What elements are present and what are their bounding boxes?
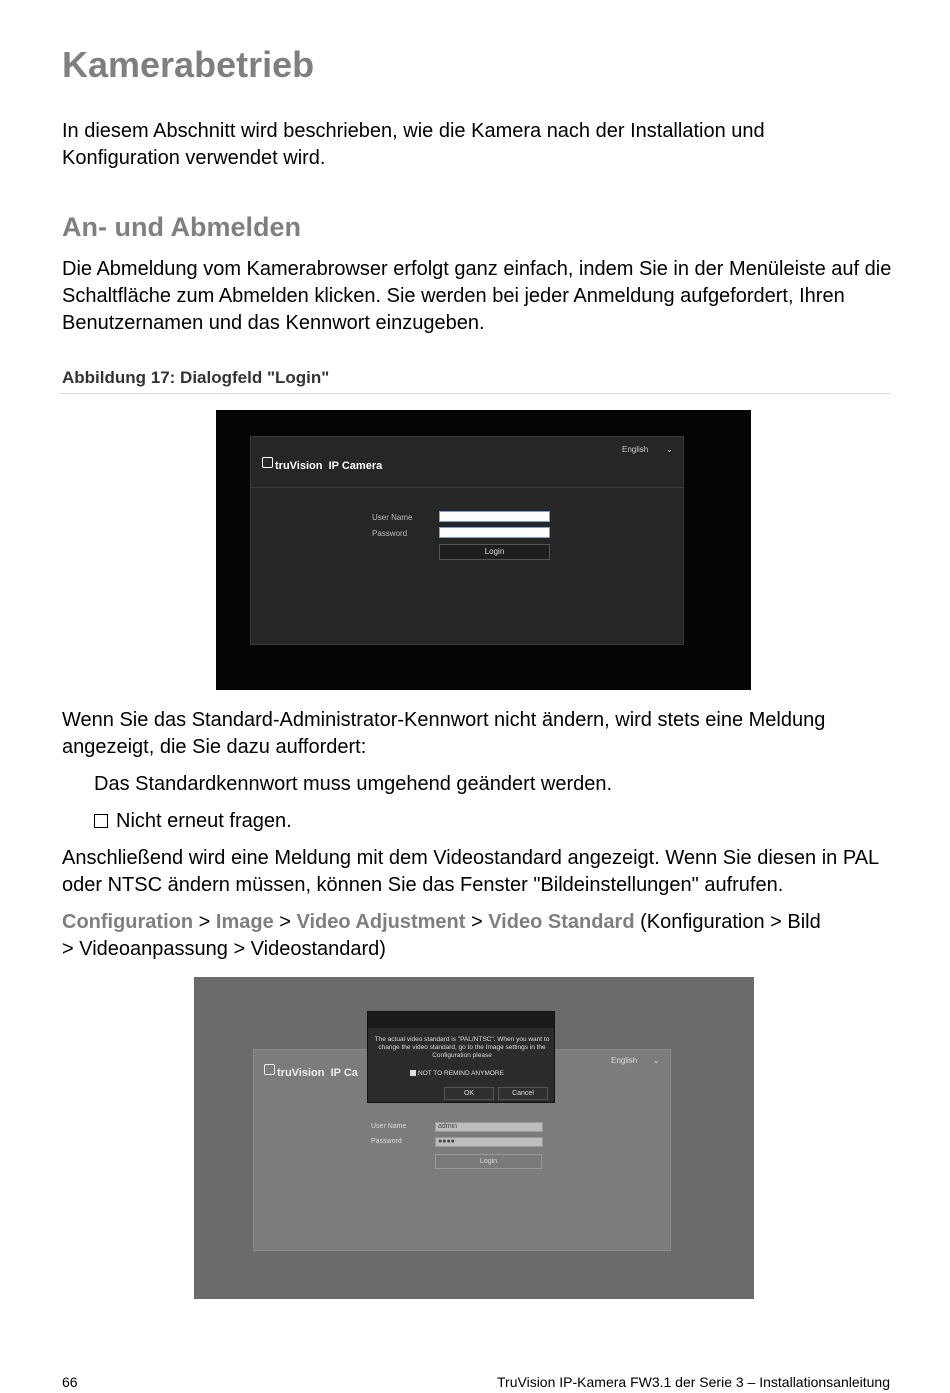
- indented-checkbox-line: Nicht erneut fragen.: [94, 808, 292, 835]
- login-button[interactable]: Login: [439, 544, 550, 560]
- chevron-down-icon: ⌄: [666, 445, 673, 454]
- login-screenshot: [216, 410, 751, 690]
- page-number: 66: [62, 1374, 78, 1390]
- footer-doc-title: TruVision IP-Kamera FW3.1 der Serie 3 – Installationsanleitung: [497, 1374, 890, 1390]
- password-label: Password: [372, 529, 408, 538]
- username-label: User Name: [371, 1123, 407, 1130]
- section-paragraph: Die Abmeldung vom Kamerabrowser erfolgt ganz einfach, indem Sie in der Menüleiste auf die Schaltfläche zum Abmelden klicken. Sie werden bei jeder Anmeldung aufgefordert, Ihren Benutzernamen und das Kennwort einzugeben.: [62, 258, 892, 334]
- language-select[interactable]: English ⌄: [611, 1056, 660, 1065]
- video-standard-dialog: [367, 1011, 555, 1103]
- truvision-logo: truVision IP Ca: [264, 1064, 358, 1079]
- login-header: [251, 437, 683, 488]
- nav-path: Configuration > Image > Video Adjustment > Video Standard (Konfiguration > Bild > Videoanpassung > Videostandard): [62, 911, 821, 960]
- password-input[interactable]: [439, 527, 550, 538]
- ok-button[interactable]: OK: [444, 1087, 494, 1100]
- remind-checkbox[interactable]: NOT TO REMIND ANYMORE: [410, 1070, 504, 1077]
- dialog-header: [368, 1012, 554, 1028]
- caption-divider: [59, 393, 890, 394]
- username-input[interactable]: admin: [435, 1122, 543, 1132]
- username-label: User Name: [372, 513, 413, 522]
- username-input[interactable]: [439, 511, 550, 522]
- truvision-logo: truVision IP Camera: [262, 457, 382, 472]
- login-panel: [250, 436, 684, 645]
- checkbox-icon: [410, 1070, 416, 1076]
- language-select[interactable]: English ⌄: [622, 445, 673, 454]
- figure-caption: Abbildung 17: Dialogfeld "Login": [62, 368, 330, 387]
- cancel-button[interactable]: Cancel: [498, 1087, 548, 1100]
- page-title: Kamerabetrieb: [62, 44, 315, 85]
- warning-paragraph: Wenn Sie das Standard-Administrator-Kennwort nicht ändern, wird stets eine Meldung angezeigt, die Sie dazu auffordert:: [62, 709, 826, 758]
- video-paragraph: Anschließend wird eine Meldung mit dem Videostandard angezeigt. Wenn Sie diesen in PAL oder NTSC ändern müssen, können Sie das Fenster "Bildeinstellungen" aufrufen.: [62, 847, 879, 896]
- checkbox-icon: [94, 814, 108, 828]
- section-heading: An- und Abmelden: [62, 212, 301, 242]
- truvision-logo-icon: [264, 1064, 275, 1075]
- intro-paragraph: In diesem Abschnitt wird beschrieben, wie die Kamera nach der Installation und Konfiguration verwendet wird.: [62, 120, 765, 169]
- video-standard-screenshot: [194, 977, 754, 1299]
- password-label: Password: [371, 1138, 402, 1145]
- login-button[interactable]: Login: [435, 1154, 542, 1169]
- dialog-message: The actual video standard is "PAL/NTSC". When you want to change the video standard, go to the Image settings in the Configuration please: [374, 1036, 550, 1059]
- chevron-down-icon: ⌄: [652, 1056, 660, 1065]
- indented-message: Das Standardkennwort muss umgehend geändert werden.: [94, 773, 613, 795]
- truvision-logo-icon: [262, 457, 273, 468]
- password-input[interactable]: ●●●●: [435, 1137, 543, 1147]
